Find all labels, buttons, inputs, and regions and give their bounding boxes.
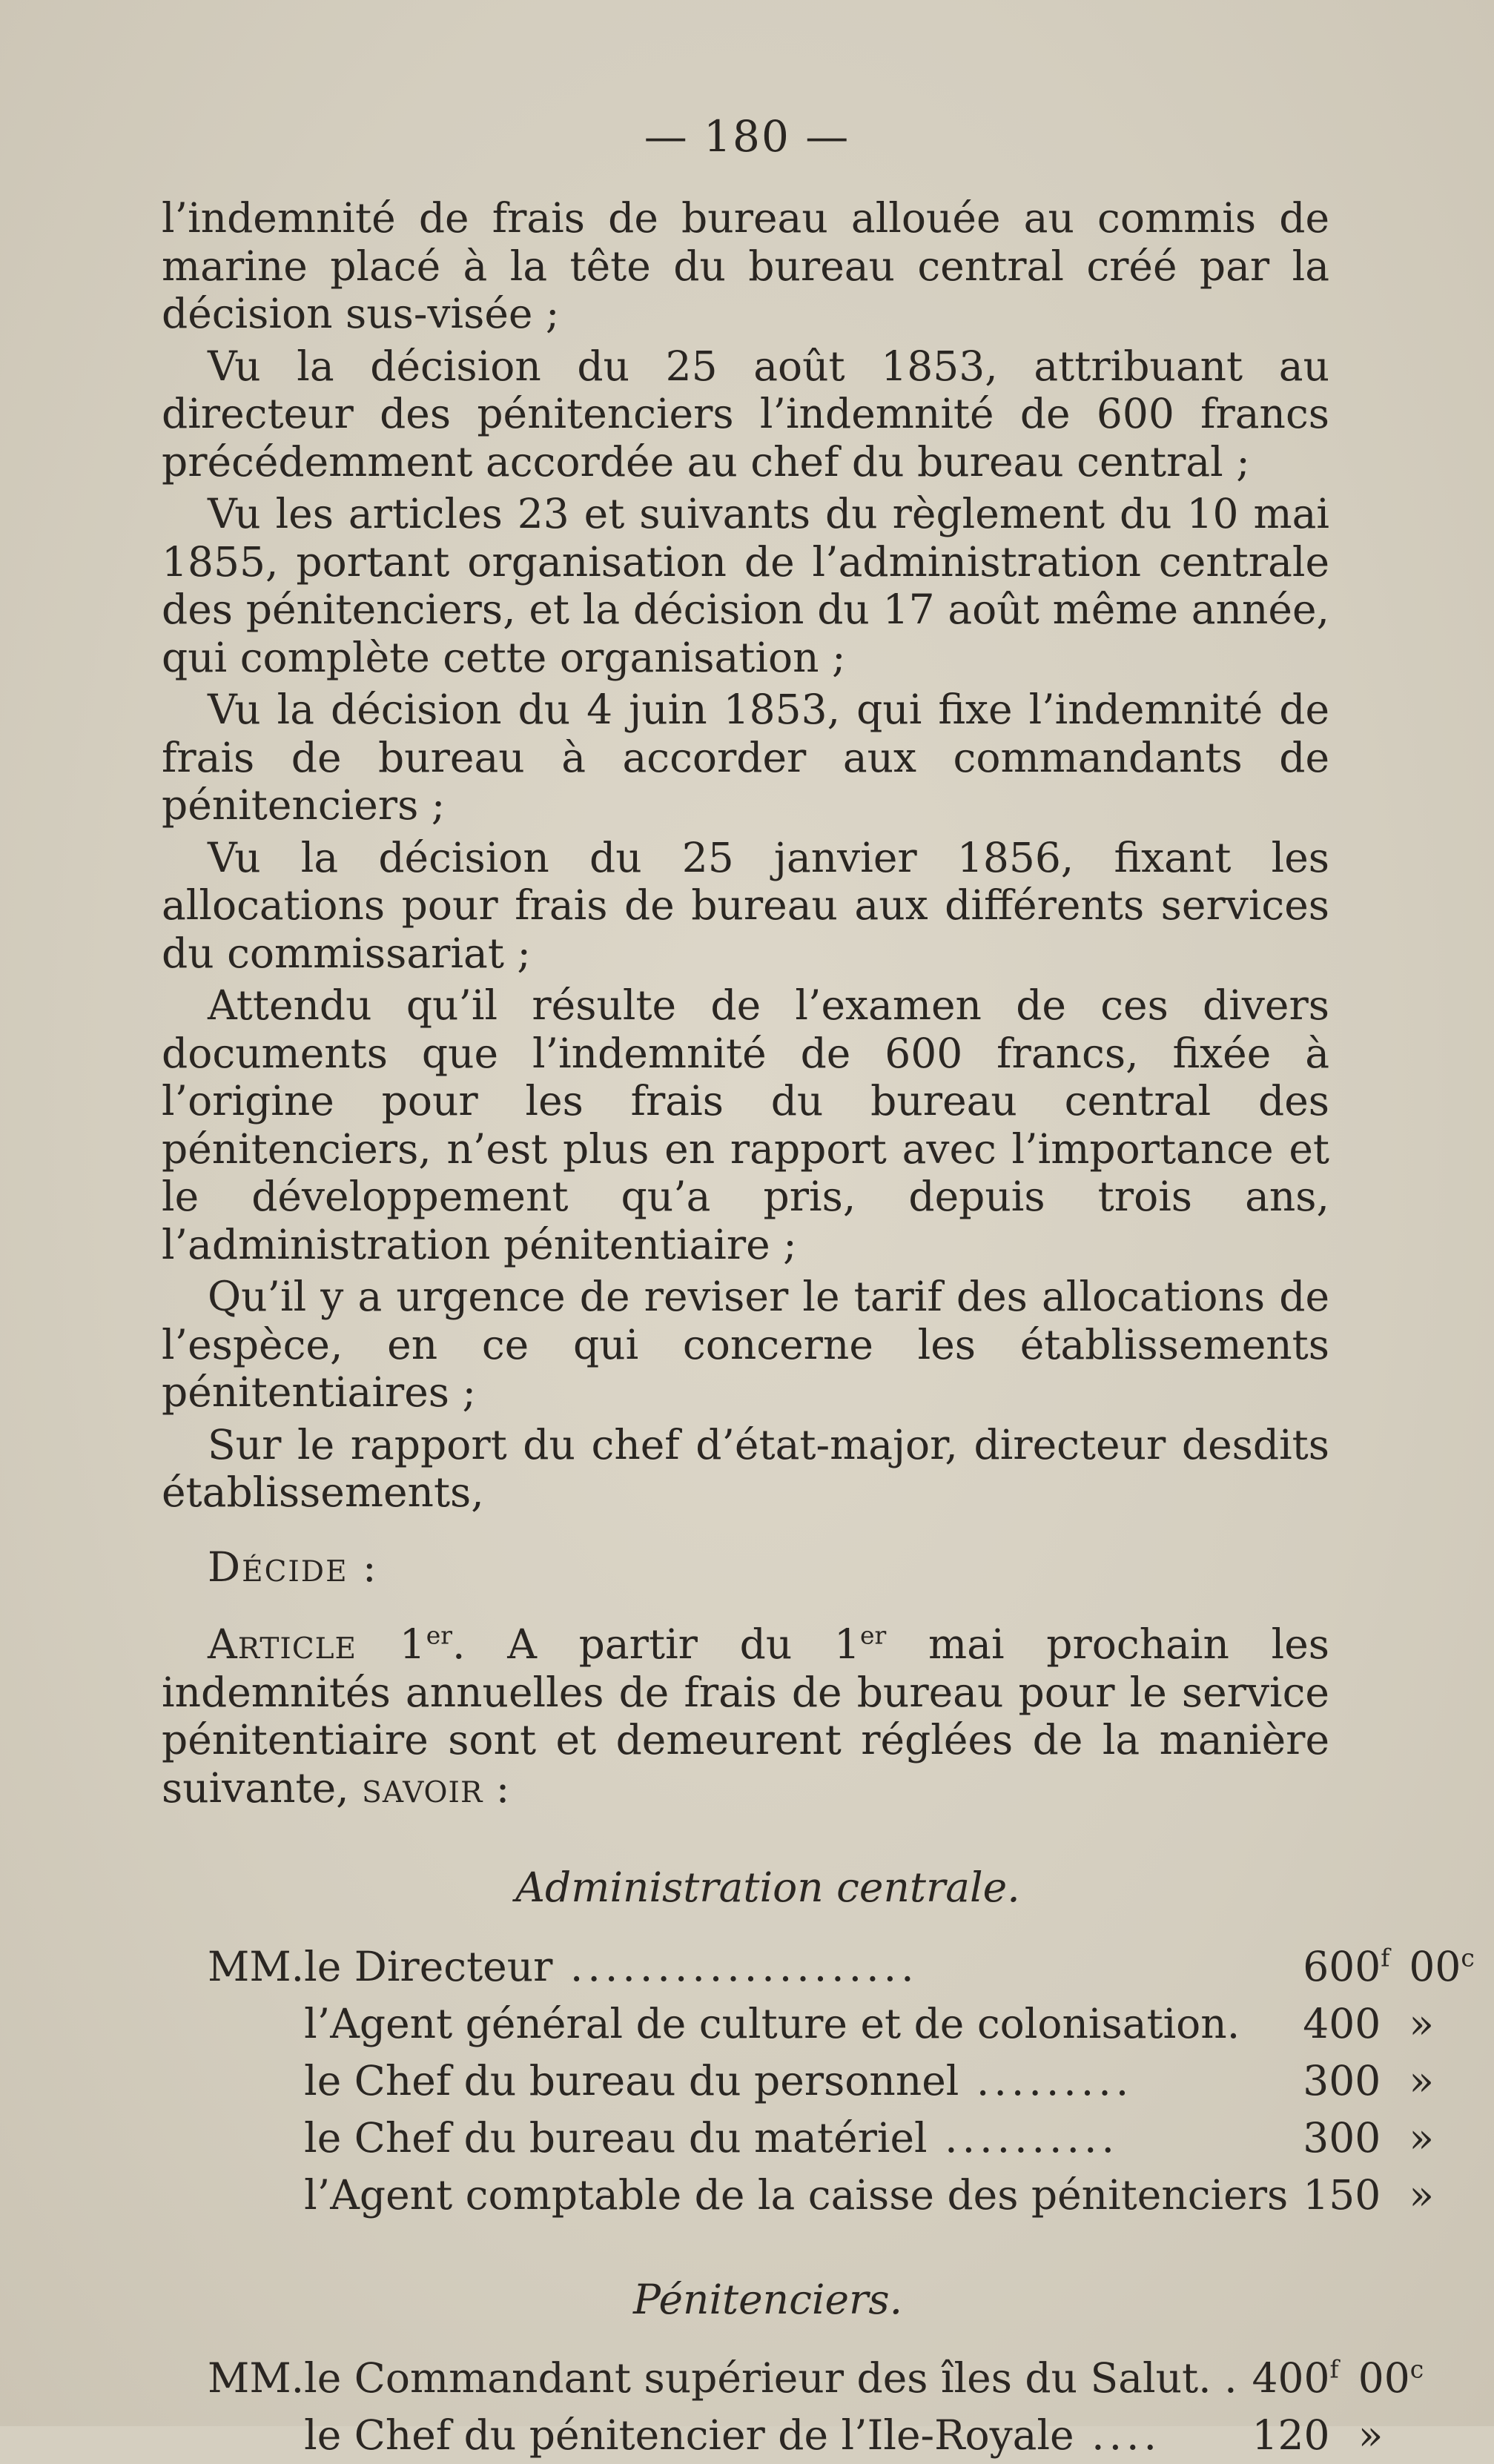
body-text [162, 194, 1475, 2464]
row-label: le Commandant supérieur des îles du Salut. . [304, 2354, 1237, 2402]
page-number: — 180 — [644, 111, 850, 162]
allocation-row [162, 2110, 1475, 2167]
row-prefix [162, 2407, 304, 2464]
article-text-a: . A partir du 1 [452, 1620, 860, 1668]
row-cents: » [1409, 2056, 1435, 2104]
decide-heading: Décide : [208, 1543, 378, 1591]
section-heading-administration: Administration centrale. [515, 1864, 1020, 1911]
row-label-cell [304, 2350, 1237, 2407]
row-prefix [162, 2110, 304, 2167]
row-label-cell [304, 1996, 1288, 2053]
article-label-sup: er [426, 1620, 453, 1650]
paragraph-3: Vu les articles 23 et suivants du règlement du 10 mai 1855, portant organisation de l’administration centrale des pénitenciers, et la décision du 17 août même année, qui complète cette organisation ; [162, 490, 1329, 681]
article-savoir: savoir [362, 1763, 483, 1812]
row-label-cell [304, 2053, 1288, 2110]
row-cents: 00$^c$ [1358, 2354, 1424, 2402]
allocation-row [162, 1996, 1475, 2053]
paragraph-5: Vu la décision du 25 janvier 1856, fixant les allocations pour frais de bureau aux différents services du commissariat ; [162, 833, 1329, 977]
leader-dots: ......... [959, 2056, 1134, 2104]
row-amount: 400 [1303, 1999, 1381, 2047]
paragraph-7: Qu’il y a urgence de reviser le tarif des allocations de l’espèce, en ce qui concerne les établissements pénitentiaires ; [162, 1273, 1329, 1416]
row-amount: 300 [1303, 2113, 1381, 2162]
paragraph-4: Vu la décision du 4 juin 1853, qui fixe l’indemnité de frais de bureau à accorder aux commandants de pénitenciers ; [162, 686, 1329, 829]
allocation-table-penitenciers [162, 2350, 1424, 2464]
article-text-b: mai prochain les indemnités annuelles de frais de bureau pour le service pénitentiaire sont et demeurent réglées de la manière suivante, [162, 1620, 1329, 1812]
leader-dots: .... [1074, 2411, 1162, 2460]
row-prefix: MM. [208, 1942, 305, 1990]
row-prefix [162, 2053, 304, 2110]
row-cents: » [1409, 2170, 1435, 2219]
row-prefix [162, 2167, 304, 2224]
row-amount: 400$^f$ [1252, 2354, 1339, 2402]
row-prefix [162, 1996, 304, 2053]
row-cents: » [1409, 2113, 1435, 2162]
paragraph-8: Sur le rapport du chef d’état-major, directeur desdits établissements, [162, 1420, 1329, 1516]
row-label-cell [304, 1938, 1288, 1996]
row-amount: 120 [1252, 2411, 1330, 2460]
paragraph-1: l’indemnité de frais de bureau allouée au commis de marine placé à la tête du bureau central créé par la décision sus-visée ; [162, 194, 1329, 337]
article-1 [162, 1620, 1329, 1812]
row-label-cell [304, 2407, 1237, 2464]
row-label: l’Agent général de culture et de colonisation. [304, 1999, 1240, 2047]
allocation-row [162, 2167, 1475, 2224]
article-colon: : [483, 1763, 510, 1812]
row-label: le Chef du bureau du matériel [304, 2113, 928, 2162]
allocation-table-administration [162, 1938, 1475, 2224]
allocation-row [162, 2053, 1475, 2110]
row-amount: 600$^f$ [1303, 1942, 1390, 1990]
row-label: l’Agent comptable de la caisse des pénitenciers [304, 2170, 1289, 2219]
allocation-row [162, 2350, 1424, 2407]
allocation-row [162, 2407, 1424, 2464]
row-amount: 300 [1303, 2056, 1381, 2104]
row-label: le Directeur [304, 1942, 553, 1990]
row-label: le Chef du pénitencier de l’Ile-Royale [304, 2411, 1074, 2460]
row-label-cell [304, 2167, 1288, 2224]
row-prefix: MM. [208, 2354, 305, 2402]
row-amount: 150 [1303, 2170, 1381, 2219]
leader-dots: .................... [552, 1942, 919, 1990]
article-label: Article 1 [208, 1620, 426, 1668]
article-text-sup: er [860, 1620, 887, 1650]
row-cents: » [1358, 2411, 1384, 2460]
row-cents: » [1409, 1999, 1435, 2047]
allocation-row [162, 1938, 1475, 1996]
section-heading-penitenciers: Pénitenciers. [632, 2275, 903, 2323]
row-label: le Chef du bureau du personnel [304, 2056, 959, 2104]
paragraph-2: Vu la décision du 25 août 1853, attribuant au directeur des pénitenciers l’indemnité de 600 francs précédemment accordée au chef du bureau central ; [162, 342, 1329, 486]
paragraph-6: Attendu qu’il résulte de l’examen de ces divers documents que l’indemnité de 600 francs, fixée à l’origine pour les frais du bureau central des pénitenciers, n’est plus en rapport avec l’importance et le développement qu’a pris, depuis trois ans, l’administration pénitentiaire ; [162, 981, 1329, 1268]
row-label-cell [304, 2110, 1288, 2167]
leader-dots: .......... [927, 2113, 1119, 2162]
row-cents: 00$^c$ [1409, 1942, 1475, 1990]
